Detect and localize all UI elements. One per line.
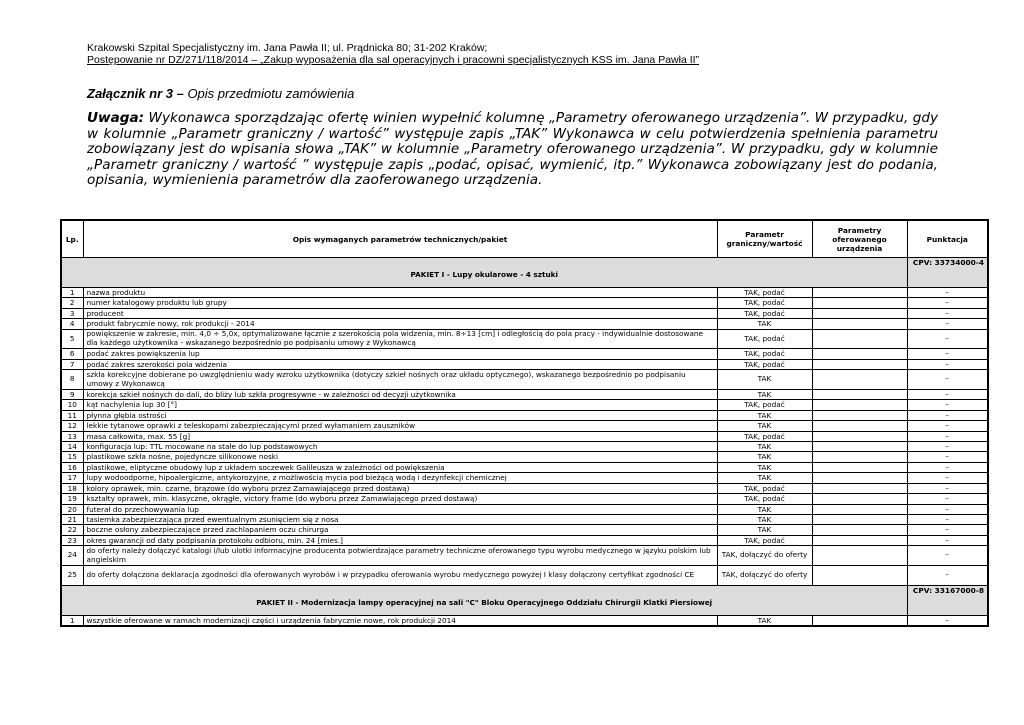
table-row <box>61 514 988 524</box>
row-score: – <box>907 483 988 493</box>
row-offered-parameter-input[interactable] <box>812 390 907 400</box>
table-row <box>61 359 988 369</box>
row-offered-parameter-input[interactable] <box>812 410 907 420</box>
row-description: futerał do przechowywania lup <box>83 504 717 514</box>
table-row <box>61 410 988 420</box>
document-header-line2: Postępowanie nr DZ/271/118/2014 – „Zakup wyposażenia dla sal operacyjnych i pracowni specjalistycznych KSS im. Jana Pawła II” <box>87 54 700 66</box>
table-row <box>61 525 988 535</box>
row-number: 12 <box>61 421 83 431</box>
row-score: – <box>907 308 988 318</box>
row-number: 18 <box>61 483 83 493</box>
row-limit-parameter: TAK, podać <box>717 298 812 308</box>
header-score: Punktacja <box>907 220 988 258</box>
row-limit-parameter: TAK, podać <box>717 535 812 545</box>
row-number: 17 <box>61 473 83 483</box>
row-description: nazwa produktu <box>83 288 717 298</box>
row-score: – <box>907 319 988 329</box>
row-description: korekcja szkieł nośnych do dali, do bliży lub szkła progresywne - w zależności od decyzji użytkownika <box>83 390 717 400</box>
table-row <box>61 319 988 329</box>
row-description: kąt nachylenia lup 30 [°] <box>83 400 717 410</box>
row-description: produkt fabrycznie nowy, rok produkcji - 2014 <box>83 319 717 329</box>
row-score: – <box>907 546 988 566</box>
table-row <box>61 349 988 359</box>
row-offered-parameter-input[interactable] <box>812 452 907 462</box>
row-offered-parameter-input[interactable] <box>812 494 907 504</box>
table-header-row <box>61 220 988 258</box>
row-number: 14 <box>61 442 83 452</box>
row-limit-parameter: TAK, podać <box>717 329 812 349</box>
row-description: podać zakres powiększenia lup <box>83 349 717 359</box>
attachment-title-bold: Załącznik nr 3 – <box>87 86 184 101</box>
table-row <box>61 370 988 390</box>
row-score: – <box>907 473 988 483</box>
row-offered-parameter-input[interactable] <box>812 473 907 483</box>
row-number: 5 <box>61 329 83 349</box>
row-offered-parameter-input[interactable] <box>812 308 907 318</box>
row-score: – <box>907 525 988 535</box>
row-score: – <box>907 615 988 626</box>
row-number: 21 <box>61 514 83 524</box>
row-limit-parameter: TAK <box>717 452 812 462</box>
package-1-row <box>61 258 988 288</box>
row-offered-parameter-input[interactable] <box>812 483 907 493</box>
table-row <box>61 442 988 452</box>
row-description: producent <box>83 308 717 318</box>
row-description: do oferty należy dołączyć katalogi i/lub ulotki informacyjne producenta potwierdzające parametry techniczne oferowanego typu wyrobu medycznego w języku polskim lub angielskim <box>83 546 717 566</box>
row-score: – <box>907 349 988 359</box>
row-limit-parameter: TAK <box>717 525 812 535</box>
row-description: kolory oprawek, min. czarne, brązowe (do wyboru przez Zamawiającego przed dostawą) <box>83 483 717 493</box>
row-score: – <box>907 359 988 369</box>
row-description: powiększenie w zakresie, min. 4,0 ÷ 5,0x, optymalizowane łącznie z szerokością pola widzenia, min. 8÷13 [cm] i odległością do pola pracy - indywidualnie dostosowane dla każdego użytkownika - wskazanego bezpośrednio po podpisaniu umowy z Wykonawcą <box>83 329 717 349</box>
row-description: boczne osłony zabezpieczające przed zachlapaniem oczu chirurga <box>83 525 717 535</box>
table-row <box>61 504 988 514</box>
row-score: – <box>907 370 988 390</box>
row-number: 3 <box>61 308 83 318</box>
row-limit-parameter: TAK, podać <box>717 431 812 441</box>
specification-table <box>60 219 989 627</box>
row-limit-parameter: TAK, podać <box>717 288 812 298</box>
row-score: – <box>907 565 988 585</box>
row-description: płynna głębia ostrości <box>83 410 717 420</box>
table-row <box>61 615 988 626</box>
row-score: – <box>907 431 988 441</box>
table-row <box>61 452 988 462</box>
row-limit-parameter: TAK, podać <box>717 400 812 410</box>
row-offered-parameter-input[interactable] <box>812 421 907 431</box>
note-text: Wykonawca sporządzając ofertę winien wypełnić kolumnę „Parametry oferowanego urządzenia”. W przypadku, gdy w kolumnie „Parametr graniczny / wartość” występuje zapis „TAK” Wykonawca w celu potwierdzenia spełnienia parametru zobowiązany jest do wpisania słowa „TAK” w kolumnie „Parametry oferowanego urządzenia”. W przypadku, gdy w kolumnie „Parametr graniczny / wartość ” występuje zapis „podać, opisać, wymienić, itp.” Wykonawca zobowiązany jest do podania, opisania, wymienienia parametrów dla zaoferowanego urządzenia. <box>87 110 938 188</box>
row-offered-parameter-input[interactable] <box>812 400 907 410</box>
row-description: kształty oprawek, min. klasyczne, okrągłe, victory frame (do wyboru przez Zamawiającego przed dostawą) <box>83 494 717 504</box>
row-limit-parameter: TAK, podać <box>717 494 812 504</box>
row-score: – <box>907 421 988 431</box>
attachment-title <box>87 86 354 101</box>
header-lp: Lp. <box>61 220 83 258</box>
row-limit-parameter: TAK <box>717 370 812 390</box>
row-offered-parameter-input[interactable] <box>812 525 907 535</box>
row-score: – <box>907 504 988 514</box>
table-row <box>61 546 988 566</box>
package-2-cpv: CPV: 33167000-8 <box>907 585 988 615</box>
row-limit-parameter: TAK <box>717 504 812 514</box>
row-number: 15 <box>61 452 83 462</box>
table-row <box>61 462 988 472</box>
table-row <box>61 329 988 349</box>
row-score: – <box>907 535 988 545</box>
row-number: 9 <box>61 390 83 400</box>
row-offered-parameter-input[interactable] <box>812 546 907 566</box>
header-offered-parameters: Parametry oferowanego urządzenia <box>812 220 907 258</box>
row-score: – <box>907 514 988 524</box>
row-score: – <box>907 329 988 349</box>
row-score: – <box>907 390 988 400</box>
row-description: konfiguracja lup: TTL mocowane na stałe do lup podstawowych <box>83 442 717 452</box>
package-1-cpv: CPV: 33734000-4 <box>907 258 988 288</box>
row-offered-parameter-input[interactable] <box>812 565 907 585</box>
row-limit-parameter: TAK <box>717 514 812 524</box>
row-number: 22 <box>61 525 83 535</box>
row-limit-parameter: TAK, podać <box>717 308 812 318</box>
row-number: 16 <box>61 462 83 472</box>
row-number: 10 <box>61 400 83 410</box>
row-number: 11 <box>61 410 83 420</box>
row-score: – <box>907 452 988 462</box>
header-description: Opis wymaganych parametrów technicznych/pakiet <box>83 220 717 258</box>
row-limit-parameter: TAK <box>717 410 812 420</box>
row-score: – <box>907 462 988 472</box>
row-limit-parameter: TAK, podać <box>717 483 812 493</box>
row-offered-parameter-input[interactable] <box>812 535 907 545</box>
table-row <box>61 308 988 318</box>
attachment-title-rest: Opis przedmiotu zamówienia <box>183 86 355 101</box>
row-description: podać zakres szerokości pola widzenia <box>83 359 717 369</box>
row-offered-parameter-input[interactable] <box>812 462 907 472</box>
row-limit-parameter: TAK <box>717 421 812 431</box>
row-limit-parameter: TAK, podać <box>717 359 812 369</box>
row-description: lupy wodoodporne, hipoalergiczne, antykorozyjne, z możliwością mycia pod bieżącą wodą i dezynfekcji chemicznej <box>83 473 717 483</box>
table-row <box>61 390 988 400</box>
row-number: 19 <box>61 494 83 504</box>
header-limit-parameter: Parametr graniczny/wartość <box>717 220 812 258</box>
table-row <box>61 494 988 504</box>
row-limit-parameter: TAK <box>717 462 812 472</box>
row-number: 8 <box>61 370 83 390</box>
row-offered-parameter-input[interactable] <box>812 442 907 452</box>
row-offered-parameter-input[interactable] <box>812 504 907 514</box>
row-number: 1 <box>61 615 83 626</box>
note-label: Uwaga: <box>87 110 145 126</box>
row-score: – <box>907 288 988 298</box>
row-number: 2 <box>61 298 83 308</box>
row-score: – <box>907 442 988 452</box>
row-offered-parameter-input[interactable] <box>812 298 907 308</box>
table-row <box>61 288 988 298</box>
row-offered-parameter-input[interactable] <box>812 370 907 390</box>
table-body <box>61 258 988 627</box>
row-number: 4 <box>61 319 83 329</box>
row-limit-parameter: TAK <box>717 615 812 626</box>
row-offered-parameter-input[interactable] <box>812 329 907 349</box>
package-2-row <box>61 585 988 615</box>
row-description: plastikowe szkła nośne, pojedyncze silikonowe noski <box>83 452 717 462</box>
row-offered-parameter-input[interactable] <box>812 431 907 441</box>
row-score: – <box>907 494 988 504</box>
row-description: wszystkie oferowane w ramach modernizacji części i urządzenia fabrycznie nowe, rok produkcji 2014 <box>83 615 717 626</box>
row-description: do oferty dołączona deklaracja zgodności dla oferowanych wyrobów i w przypadku oferowania wyrobu medycznego powyżej I klasy dołączony certyfikat zgodności CE <box>83 565 717 585</box>
row-description: masa całkowita, max. 55 [g] <box>83 431 717 441</box>
row-offered-parameter-input[interactable] <box>812 514 907 524</box>
row-description: numer katalogowy produktu lub grupy <box>83 298 717 308</box>
table-row <box>61 421 988 431</box>
row-limit-parameter: TAK <box>717 473 812 483</box>
row-number: 24 <box>61 546 83 566</box>
row-limit-parameter: TAK, dołączyć do oferty <box>717 565 812 585</box>
row-number: 1 <box>61 288 83 298</box>
package-1-title: PAKIET I - Lupy okularowe - 4 sztuki <box>61 258 907 288</box>
row-number: 25 <box>61 565 83 585</box>
row-score: – <box>907 410 988 420</box>
row-score: – <box>907 400 988 410</box>
table-row <box>61 483 988 493</box>
table-row <box>61 400 988 410</box>
table-row <box>61 535 988 545</box>
table-row <box>61 565 988 585</box>
table-row <box>61 473 988 483</box>
row-number: 7 <box>61 359 83 369</box>
row-number: 13 <box>61 431 83 441</box>
row-number: 6 <box>61 349 83 359</box>
row-offered-parameter-input[interactable] <box>812 319 907 329</box>
row-offered-parameter-input[interactable] <box>812 288 907 298</box>
row-description: tasiemka zabezpieczająca przed ewentualnym zsunięciem się z nosa <box>83 514 717 524</box>
instruction-note <box>87 111 938 189</box>
row-number: 20 <box>61 504 83 514</box>
row-limit-parameter: TAK, podać <box>717 349 812 359</box>
row-description: lekkie tytanowe oprawki z teleskopami zabezpieczającymi przed wyłamaniem zauszników <box>83 421 717 431</box>
row-description: plastikowe, eliptyczne obudowy lup z układem soczewek Galileusza w zależności od powiększenia <box>83 462 717 472</box>
row-limit-parameter: TAK <box>717 390 812 400</box>
row-number: 23 <box>61 535 83 545</box>
row-description: szkła korekcyjne dobierane po uwzględnieniu wady wzroku użytkownika (dotyczy szkieł nośnych oraz układu optycznego), wskazanego bezpośrednio po podpisaniu umowy z Wykonawcą <box>83 370 717 390</box>
row-limit-parameter: TAK <box>717 442 812 452</box>
row-offered-parameter-input[interactable] <box>812 349 907 359</box>
row-score: – <box>907 298 988 308</box>
table-row <box>61 298 988 308</box>
package-2-title: PAKIET II - Modernizacja lampy operacyjnej na sali "C" Bloku Operacyjnego Oddziału Chirurgii Klatki Piersiowej <box>61 585 907 615</box>
row-description: okres gwarancji od daty podpisania protokołu odbioru, min. 24 [mies.] <box>83 535 717 545</box>
row-offered-parameter-input[interactable] <box>812 359 907 369</box>
row-limit-parameter: TAK, dołączyć do oferty <box>717 546 812 566</box>
table-row <box>61 431 988 441</box>
row-limit-parameter: TAK <box>717 319 812 329</box>
row-offered-parameter-input[interactable] <box>812 615 907 626</box>
document-header-line1: Krakowski Szpital Specjalistyczny im. Jana Pawła II; ul. Prądnicka 80; 31-202 Kraków; <box>87 42 488 54</box>
